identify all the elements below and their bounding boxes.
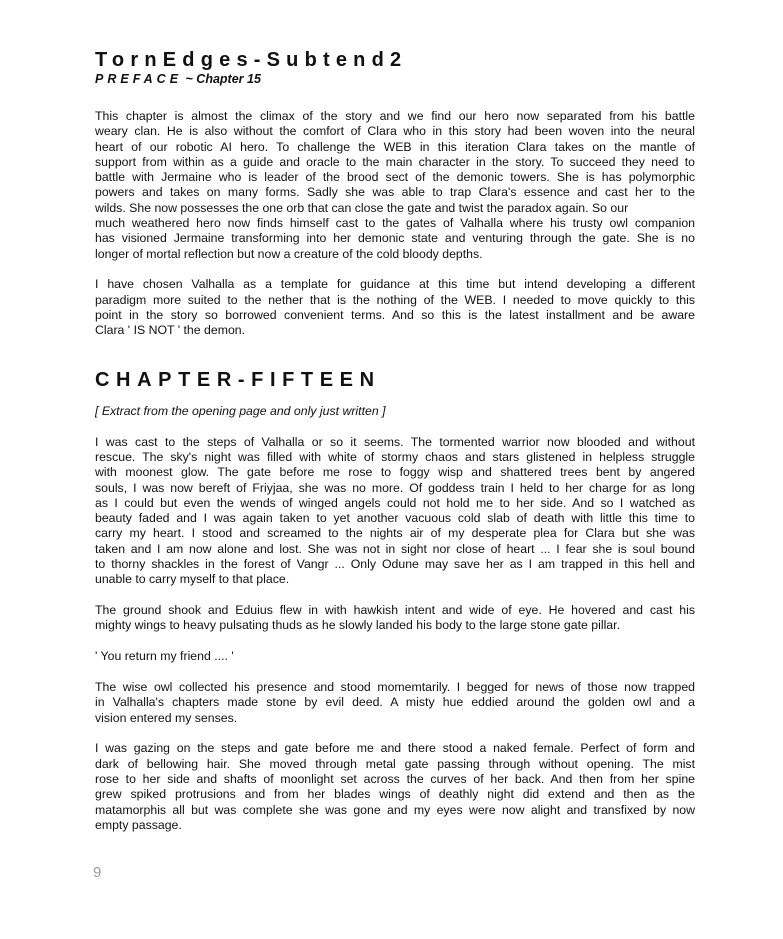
text-line: rescue. The sky's night was filled with white of stormy chaos and stars glistened in helpless struggle — [95, 449, 695, 464]
text-line: point in the story so borrowed convenient terms. And so this is the latest installment and be aware — [95, 308, 695, 323]
text-line: much weathered hero now finds himself cast to the gates of Valhalla where his trusty owl companion — [95, 216, 695, 231]
text-line: mighty wings to heavy pulsating thuds as he slowly landed his body to the large stone gate pillar. — [95, 618, 620, 633]
text-line: ' You return my friend .... ' — [95, 649, 234, 664]
text-line: longer of mortal reflection but now a creature of the cold bloody depths. — [95, 246, 483, 261]
text-line: powers and takes on many forms. Sadly she was able to trap Clara's essence and cast her to the — [95, 185, 695, 200]
paragraph-spacer — [95, 634, 695, 650]
text-line: paradigm more suited to the nether that is the nothing of the WEB. I needed to move quickly to this — [95, 292, 695, 307]
subtitle-preface-label: PREFACE — [95, 72, 183, 86]
text-line: I was cast to the steps of Valhalla or so it seems. The tormented warrior now blooded and without — [95, 434, 695, 449]
text-line: empty passage. — [95, 817, 182, 832]
paragraph — [95, 741, 695, 833]
text-line: wilds. She now possesses the one orb that can close the gate and twist the paradox again. So our — [95, 200, 629, 215]
preface-section — [95, 109, 695, 339]
text-line: unable to carry myself to that place. — [95, 572, 290, 587]
paragraph — [95, 680, 695, 726]
subtitle-chapter-label: ~ Chapter 15 — [182, 72, 261, 86]
paragraph — [95, 435, 695, 588]
text-line: The wise owl collected his presence and stood momemtarily. I begged for news of those now trapped — [95, 680, 695, 695]
text-line: taken and I am now alone and lost. She was not in sight nor close of heart ... I fear she is soul bound — [95, 541, 695, 556]
text-line: beauty faded and I was again taken to yet another vacuous cold slab of death with little this time to — [95, 511, 695, 526]
text-line: has visioned Jermaine transforming into her demonic state and venturing through the gate. She is no — [95, 231, 695, 246]
paragraph-spacer — [95, 262, 695, 278]
text-line: I have chosen Valhalla as a template for guidance at this time but intend developing a different — [95, 277, 695, 292]
text-line: in Valhalla's chapters made stone by evil deed. A misty hue eddied around the golden owl and a — [95, 695, 695, 710]
extract-note: [ Extract from the opening page and only just written ] — [95, 403, 386, 418]
text-line: souls, I was now bereft of Friyjaa, she was no more. Of goddess train I held to her charge for as long — [95, 480, 695, 495]
chapter-body — [95, 435, 695, 834]
page-number: 9 — [93, 864, 102, 881]
text-line: support from within as a guide and oracle to the main character in the story. To succeed they need to — [95, 154, 695, 169]
paragraph-spacer — [95, 665, 695, 681]
text-line: I was gazing on the steps and gate before me and there stood a naked female. Perfect of form and — [95, 741, 695, 756]
paragraph — [95, 649, 695, 664]
text-line: rose to her side and shafts of moonlight set across the curves of her back. And then from her spine — [95, 772, 695, 786]
document-title: TornEdges-Subtend2 — [95, 49, 408, 71]
text-line: matamorphis all but was complete she was gone and my eyes were now alight and transfixed by now — [95, 802, 695, 817]
text-line: Clara ' IS NOT ' the demon. — [95, 323, 246, 338]
paragraph-spacer — [95, 726, 695, 742]
paragraph — [95, 109, 695, 262]
chapter-heading: CHAPTER-FIFTEEN — [95, 368, 381, 391]
text-line: as I could but even the wends of winged angels could not hold me to her side. And so I watched as — [95, 495, 695, 510]
text-line: vision entered my senses. — [95, 710, 238, 725]
text-line: weary clan. He is also without the comfort of Clara who in this story had been woven into the neural — [95, 124, 695, 139]
text-line: dark of bellowing hair. She moved through metal gate passing through without opening. The mist — [95, 756, 695, 771]
text-line: to thorny shackles in the forest of Vangr ... Only Odune may save her as I am trapped in this hell and — [95, 557, 695, 572]
document-page — [95, 48, 695, 833]
text-line: The ground shook and Eduius flew in with hawkish intent and wide of eye. He hovered and cast his — [95, 603, 695, 618]
paragraph — [95, 603, 695, 634]
text-line: with moonest glow. The gate before me rose to foggy wisp and shattered trees bent by angered — [95, 465, 695, 480]
paragraph-spacer — [95, 588, 695, 604]
text-line: This chapter is almost the climax of the story and we find our hero now separated from his battle — [95, 109, 695, 123]
text-line: battle with Jermaine who is leader of the brood sect of the demonic towers. She is has polymorphic — [95, 170, 695, 185]
paragraph — [95, 277, 695, 338]
text-line: heart of our robotic AI hero. To challenge the WEB in this iteration Clara takes on the mantle of — [95, 139, 695, 154]
text-line: grew spiked protrusions and from her blades wings of deathly night did extend and then as the — [95, 787, 695, 802]
text-line: carry my heart. I stood and screamed to the nights air of my desperate plea for Clara but she was — [95, 526, 695, 541]
document-subtitle — [95, 72, 695, 87]
